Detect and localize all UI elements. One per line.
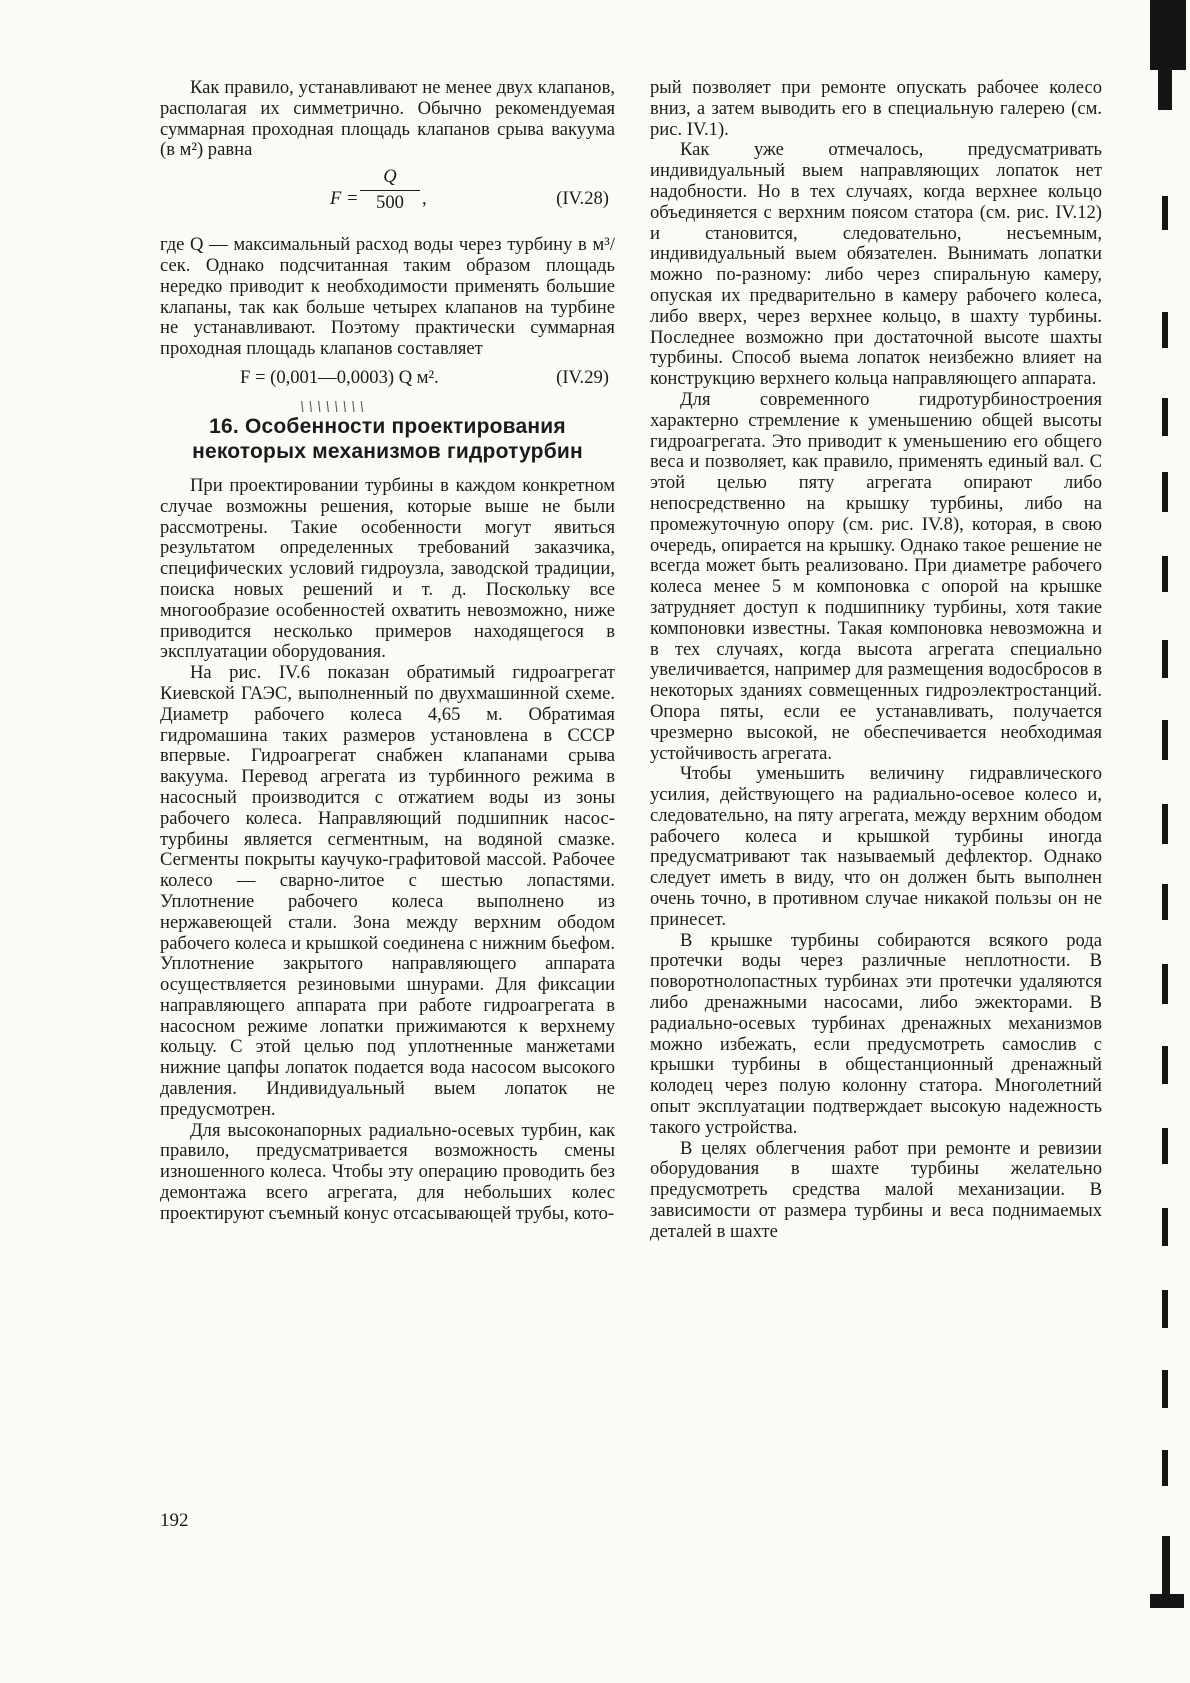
section-heading: 16. Особенности проектирования некоторых механизмов гидротурбин [192,414,583,463]
paragraph: В целях облегчения работ при ремонте и ревизии оборудования в шахте турбины желательно предусмотреть средства малой механизации. В зависимости от размера турбины и веса поднимаемых деталей в шахте [650,1137,1102,1242]
formula-iv-29 [160,368,615,394]
fraction-denominator: 500 [376,191,404,213]
paragraph: рый позволяет при ремонте опускать рабочее колесо вниз, а затем выводить его в специальную галерею (см. рис. IV.1). [650,77,1102,140]
page-number: 192 [160,1510,189,1531]
paragraph: При проектировании турбины в каждом конкретном случае возможны решения, которые выше не были рассмотрены. Такие особенности могут явиться результатом определенных требований заказчика, специфических условий гидроузла, заводской традиции, поиска новых решений и т. д. Поскольку все многообразие особенностей охватить невозможно, ниже приводится несколько примеров находящегося в эксплуатации оборудования. [160,474,615,663]
formula-comma: , [422,188,427,210]
paragraph: Чтобы уменьшить величину гидравлического усилия, действующего на радиально-осевое колесо и, следовательно, на пяту агрегата, между верхним ободом рабочего колеса и крышкой турбины иногда предусматривают так называемый дефлектор. Однако следует иметь в виду, что он должен быть выполнен очень точно, в противном случае никакой пользы он не принесет. [650,763,1102,930]
equation-number: (IV.28) [556,188,609,210]
formula-fraction [360,167,420,214]
paragraph: Для высоконапорных радиально-осевых турбин, как правило, предусматривается возможность смены изношенного колеса. Чтобы эту операцию проводить без демонтажа всего агрегата, для небольших колес проектируют съемный конус отсасывающей трубы, кото- [160,1119,615,1224]
left-column [160,78,615,1225]
formula-iv-28 [160,167,615,223]
formula-lhs: F = [330,188,359,210]
paragraph: В крышке турбины собираются всякого рода протечки воды через различные неплотности. В поворотнолопастных турбинах эти протечки удаляются либо дренажными насосами, либо эжекторами. В радиально-осевых турбинах дренажных механизмов можно избежать, если предусмотреть самослив с крышки турбины в общестанционный дренажный колодец через полую колонну статора. Многолетний опыт эксплуатации подтверждает высокую надежность такого устройства. [650,929,1102,1138]
paragraph: Для современного гидротурбиностроения характерно стремление к уменьшению общей высоты гидроагрегата. Это приводит к уменьшению его общего веса и позволяет, как правило, применять единый вал. С этой целью пяту агрегата опирают либо непосредственно на крышку турбины, либо на промежуточную опору (см. рис. IV.8), которая, в свою очередь, опирается на крышку. Однако такое решение не всегда может быть реализовано. При диаметре рабочего колеса менее 5 м компоновка с опорой на крышке затрудняет доступ к подшипнику турбины, хотя такие компоновки известны. Такая компоновка невозможна и в тех случаях, когда высота агрегата специально увеличивается, например для размещения водосбросов в некоторых зданиях совмещенных гидроэлектростанций. Опора пяты, если ее устанавливать, получается чрезмерно высокой, не обеспечивается необходимая устойчивость агрегата. [650,388,1102,764]
paragraph: Как уже отмечалось, предусматривать индивидуальный выем направляющих лопаток нет надобности. Но в тех случаях, когда верхнее кольцо объединяется с верхним поясом статора (см. рис. IV.12) и становится, следовательно, несъемным, индивидуальный выем обязателен. Вынимать лопатки можно по-разному: либо через спиральную камеру, опуская их предварительно в камеру рабочего колеса, либо вверх, через верхнее кольцо, в шахту турбины. Последнее возможно при достаточной высоте шахты турбины. Способ выема лопаток неизбежно влияет на конструкцию верхнего кольца направляющего аппарата. [650,139,1102,390]
right-column [650,78,1102,1243]
paragraph: На рис. IV.6 показан обратимый гидроагрегат Киевской ГАЭС, выполненный по двухмашинной схеме. Диаметр рабочего колеса 4,65 м. Обратимая гидромашина таких размеров установлена в СССР впервые. Гидроагрегат снабжен клапанами срыва вакуума. Перевод агрегата из турбинного режима в насосный производится с отжатием воды из зоны рабочего колеса. Направляющий подшипник насос-турбины является сегментным, на водяной смазке. Сегменты покрыты каучуко-графитовой массой. Рабочее колесо — сварно-литое с шестью лопастями. Уплотнение рабочего колеса выполнено из нержавеющей стали. Зона между верхним ободом рабочего колеса и крышкой соединена с нижним бьефом. Уплотнение закрытого направляющего аппарата осуществляется резиновыми шнурами. Для фиксации направляющего аппарата при работе гидроагрегата в насосном режиме лопатки прижимаются к верхнему кольцу. С этой целью под уплотненные манжетами нижние цапфы лопаток подается вода насосом высокого давления. Индивидуальный выем лопаток не предусмотрен. [160,662,615,1120]
paragraph: где Q — максимальный расход воды через турбину в м³/сек. Однако подсчитанная таким образом площадь нередко приводит к необходимости применять большие клапаны, так как больше четырех клапанов на турбине не устанавливают. Поэтому практически суммарная проходная площадь клапанов составляет [160,234,615,360]
equation-number: (IV.29) [556,366,609,388]
paragraph: Как правило, устанавливают не менее двух клапанов, располагая их симметрично. Обычно рекомендуемая суммарная проходная площадь клапанов срыва вакуума (в м²) равна [160,77,615,161]
handwriting: \ \ \ \ \ \ \ \ [300,399,364,415]
formula-expression: F = (0,001—0,0003) Q м². [240,366,439,388]
handwritten-marks [160,398,615,414]
fraction-numerator: Q [360,167,420,191]
